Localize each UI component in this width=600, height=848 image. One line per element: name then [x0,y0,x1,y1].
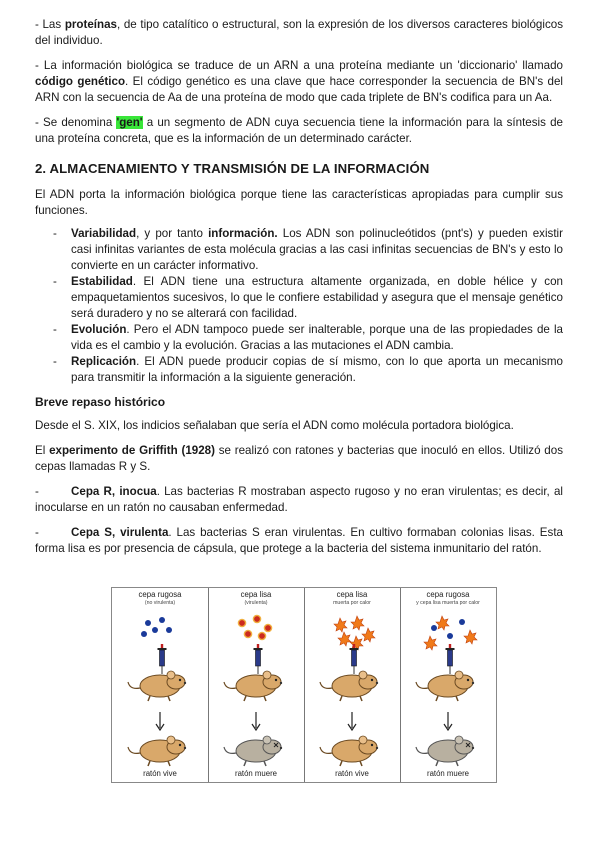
characteristics-list [35,226,563,386]
figure-column-2: cepa lisa (virulenta) ratón muere [234,590,278,778]
paragraph-proteinas: - Las proteínas, de tipo catalítico o estructural, son la expresión de los diversos caracteres biológicos del individuo. [35,18,564,47]
griffith-experiment-figure [111,587,497,783]
column-divider [400,588,401,782]
column-divider [208,588,209,782]
section-heading: 2. ALMACENAMIENTO Y TRANSMISIÓN DE LA INFORMACIÓN [35,161,430,176]
list-item: - Evolución. Pero el ADN tampoco puede ser inalterable, porque una de las propiedades de la vida es el cambio y la evolución. Gracias a las mutaciones el ADN cambia. [71,322,563,354]
paragraph-cepa-s: - Cepa S, virulenta. Las bacterias S eran virulentas. En cultivo formaban colonias lisas. Esta forma lisa es por presencia de cápsula, que protege a la bacteria del sistema inmunitario del ratón. [35,526,563,555]
figure-column-3: cepa lisa muerta por calor ratón vive [333,590,371,778]
list-item: - Replicación. El ADN puede producir copias de sí mismo, con lo que aporta un mecanismo para transmitir la información a la siguiente generación. [71,354,563,386]
paragraph-griffith: El experimento de Griffith (1928) se realizó con ratones y bacterias que inoculó en ellos. Utilizó dos cepas llamadas R y S. [35,444,563,473]
paragraph-historico: Desde el S. XIX, los indicios señalaban que sería el ADN como molécula portadora biológica. [35,419,514,432]
section-intro: El ADN porta la información biológica porque tiene las características apropiadas para cumplir sus funciones. [35,188,563,217]
paragraph-gen: - Se denomina 'gen' a un segmento de ADN cuya secuencia tiene la información para la síntesis de una proteína concreta, que es la información de un determinado carácter. [35,116,563,145]
figure-column-4: cepa rugosa y cepa lisa muerta por calor ratón muere [416,590,480,778]
subsection-heading: Breve repaso histórico [35,395,166,409]
list-item: - Variabilidad, y por tanto información. Los ADN son polinucleótidos (pnt's) y pueden existir casi infinitas variantes de esta molécula gracias a las casi infinitas secuencias de BN's y esto lo convierte en un carácter informativo. [71,226,563,274]
figure-column-1: cepa rugosa (no virulenta) ratón vive [138,590,182,778]
list-item: - Estabilidad. El ADN tiene una estructura altamente organizada, en doble hélice y con empaquetamientos sucesivos, lo que le confiere estabilidad y asegura que el mensaje genético será duradero y no se alterará con facilidad. [71,274,563,322]
paragraph-codigo-genetico: - La información biológica se traduce de un ARN a una proteína mediante un 'diccionario' llamado código genético. El código genético es una clave que hace corresponder la secuencia de BN's del ARN con la secuencia de Aa de una proteína de modo que cada triplete de BN's codifica para un Aa. [35,59,563,104]
document-page [35,17,563,566]
column-divider [304,588,305,782]
gen-highlight: 'gen' [116,116,143,129]
paragraph-cepa-r: - Cepa R, inocua. Las bacterias R mostraban aspecto rugoso y no eran virulentas; es decir, al inocularse en un ratón no causaban enfermedad. [35,485,563,514]
